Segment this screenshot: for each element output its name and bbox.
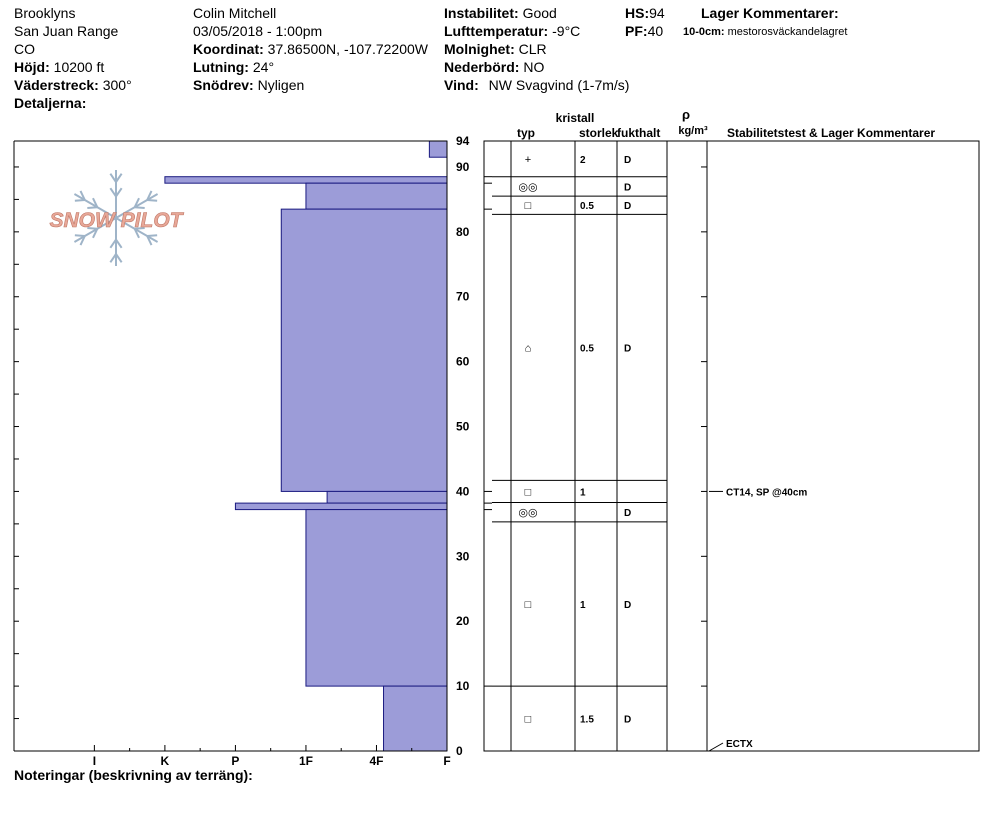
depth-tick-label: 30 — [456, 549, 470, 564]
crystal-size: 1 — [580, 600, 586, 612]
drift-value: Nyligen — [257, 77, 305, 93]
wind-label: Vind: — [444, 77, 479, 93]
elevation-value: 10200 ft — [53, 59, 105, 75]
depth-tick-label: 60 — [456, 354, 470, 369]
crystal-type-symbol: + — [524, 153, 532, 166]
snowflake-branch — [75, 200, 85, 201]
stability-test-label: ECTX — [726, 739, 753, 750]
depth-tick-label: 0 — [456, 744, 463, 758]
snowflake-branch — [75, 235, 85, 236]
hardness-layer-bar — [165, 177, 447, 183]
crystal-moisture: D — [624, 714, 632, 726]
table-frame — [484, 141, 979, 751]
snowpilot-logo — [50, 170, 185, 266]
fukthalt-header: fukthalt — [617, 126, 661, 140]
crystal-size: 2 — [580, 154, 586, 166]
crystal-moisture: D — [624, 154, 632, 166]
precip-label: Nederbörd: — [444, 59, 520, 75]
hardness-tick-label: I — [92, 754, 97, 768]
test-pointer-line — [709, 743, 723, 751]
hs-label: HS: — [625, 5, 650, 21]
sky-value: CLR — [518, 41, 547, 57]
crystal-type-symbol: ⌂ — [524, 342, 532, 355]
stability-header: Stabilitetstest & Lager Kommentarer — [727, 126, 936, 140]
crystal-moisture: D — [624, 508, 632, 520]
hardness-tick-label: 4F — [369, 754, 384, 768]
depth-tick-label: 10 — [456, 679, 470, 694]
layer-comments-title: Lager Kommentarer: — [701, 5, 839, 21]
hardness-layer-bar — [281, 209, 447, 491]
snowflake-branch — [147, 200, 157, 201]
depth-tick-label: 80 — [456, 224, 470, 239]
details-label: Detaljerna: — [14, 95, 87, 111]
hardness-layer-bar — [429, 141, 447, 157]
snowflake-branch — [87, 207, 97, 208]
pf-label: PF: — [625, 23, 648, 39]
elevation-label: Höjd: — [14, 59, 50, 75]
snowflake-branch — [147, 235, 157, 236]
density-unit-header: kg/m³ — [678, 125, 708, 137]
crystal-type-symbol: □ — [524, 200, 532, 213]
hardness-tick-label: F — [443, 754, 451, 768]
stability-test-label: CT14, SP @40cm — [726, 487, 808, 499]
hardness-layer-bar — [306, 510, 447, 687]
depth-tick-label: 70 — [456, 289, 470, 304]
rho-header: ρ — [681, 107, 691, 122]
crystal-type-symbol: □ — [524, 486, 532, 499]
hardness-layer-bar — [306, 183, 447, 209]
snowflake-branch — [135, 207, 145, 208]
typ-header: typ — [517, 126, 535, 140]
depth-tick-label: 40 — [456, 484, 470, 499]
stability-value: Good — [522, 5, 557, 21]
coordinates-label: Koordinat: — [193, 41, 264, 57]
crystal-type-symbol: ◎◎ — [518, 507, 538, 520]
crystal-size: 0.5 — [580, 343, 594, 355]
crystal-moisture: D — [624, 600, 632, 612]
sky-label: Molnighet: — [444, 41, 515, 57]
storlek-header: storlek — [579, 126, 619, 140]
mountain-range: San Juan Range — [14, 23, 119, 39]
pf-value: 40 — [647, 23, 664, 39]
hardness-layer-bar — [235, 503, 447, 509]
airtemp-label: Lufttemperatur: — [444, 23, 549, 39]
logo-text: SNOW PILOT — [49, 209, 183, 232]
crystal-size: 0.5 — [580, 201, 594, 213]
precip-value: NO — [523, 59, 545, 75]
crystal-moisture: D — [624, 182, 632, 194]
stability-label: Instabilitet: — [444, 5, 519, 21]
kristall-header: kristall — [555, 111, 595, 125]
observation-datetime: 03/05/2018 - 1:00pm — [193, 23, 323, 39]
wind-value: NW Svagvind (1-7m/s) — [488, 77, 630, 93]
depth-tick-label: 94 — [456, 134, 470, 148]
hardness-tick-label: P — [231, 754, 240, 768]
crystal-type-symbol: □ — [524, 599, 532, 612]
hardness-tick-label: K — [160, 754, 170, 768]
crystal-type-symbol: ◎◎ — [518, 181, 538, 194]
layer-comment-text: mestorosväckandelagret — [727, 26, 848, 38]
layer-comment-range: 10-0cm: — [683, 26, 725, 38]
crystal-table — [484, 107, 979, 751]
location-name: Brooklyns — [14, 5, 76, 21]
crystal-size: 1 — [580, 487, 586, 499]
crystal-moisture: D — [624, 201, 632, 213]
depth-axis-labels — [456, 134, 470, 758]
airtemp-value: -9°C — [552, 23, 581, 39]
depth-tick-label: 50 — [456, 419, 470, 434]
state: CO — [14, 41, 35, 57]
aspect-label: Väderstreck: — [14, 77, 99, 93]
slope-value: 24° — [252, 59, 275, 75]
hardness-layer-bar — [327, 491, 447, 503]
drift-label: Snödrev: — [193, 77, 254, 93]
notes-label: Noteringar (beskrivning av terräng): — [14, 767, 253, 783]
crystal-moisture: D — [624, 343, 632, 355]
slope-label: Lutning: — [193, 59, 249, 75]
aspect-value: 300° — [102, 77, 132, 93]
hs-value: 94 — [649, 5, 665, 21]
observer-name: Colin Mitchell — [193, 5, 277, 21]
depth-tick-label: 20 — [456, 614, 470, 629]
coordinates-value: 37.86500N, -107.72200W — [267, 41, 428, 57]
hardness-layer-bar — [384, 686, 447, 751]
crystal-size: 1.5 — [580, 714, 594, 726]
crystal-type-symbol: □ — [524, 713, 532, 726]
depth-tick-label: 90 — [456, 159, 470, 174]
hardness-profile — [165, 141, 447, 751]
hardness-tick-label: 1F — [298, 754, 313, 768]
